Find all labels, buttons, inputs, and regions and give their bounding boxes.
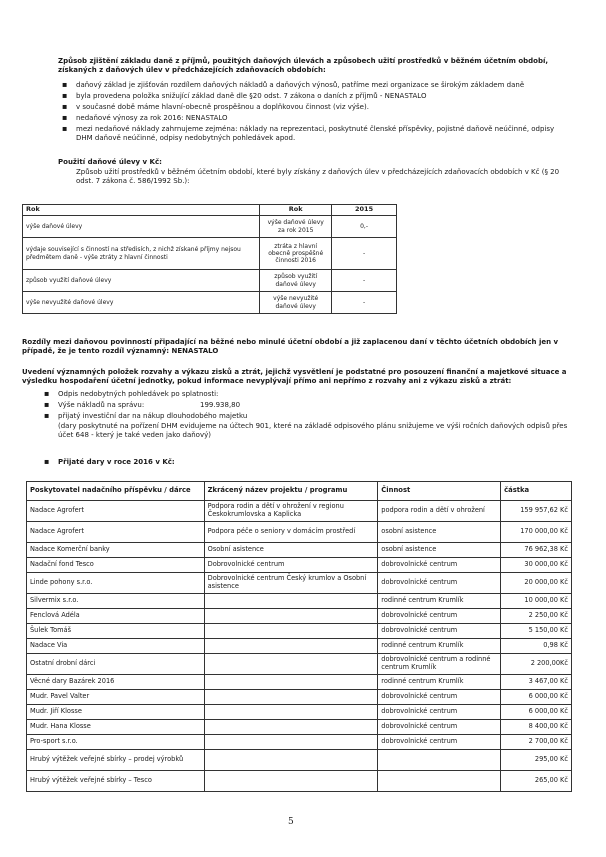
list-item-text: Odpis nedobytných pohledávek po splatnosti:: [58, 390, 219, 398]
table-cell: -: [332, 270, 397, 292]
significant-items-list: [40, 390, 560, 423]
donation-note: (dary poskytnuté na pořízení DHM evidujeme na účtech 901, které na základě odpisového plánu snižujeme ve výši ročních daňových odpisů přes účet 648 - který je také veden jako daňový): [58, 422, 568, 440]
table-cell: -: [332, 238, 397, 270]
list-item: [40, 401, 560, 410]
table-cell: Podpora péče o seniory v domácím prostředí: [204, 522, 378, 543]
significant-items-heading: Uvedení významných položek rozvahy a výkazu zisků a ztrát, jejichž vysvětlení je podstatné pro posouzení finanční a majetkové situace a výsledku hospodaření účetní jednotky, pokud informace nevyplývají přímo ani nepřímo z rozvahy ani z výkazu zisků a ztrát:: [22, 368, 567, 386]
table-cell: [204, 609, 378, 624]
table-cell: způsob využití daňové úlevy: [23, 270, 260, 292]
table-row: [27, 573, 572, 594]
table-cell: 170 000,00 Kč: [501, 522, 572, 543]
tax-base-heading: Způsob zjištění základu daně z příjmů, použitých daňových úlevách a způsobech užití prostředků v běžném účetním období, získaných z daňových úlev v předcházejících zdaňovacích obdobích:: [58, 57, 549, 75]
table-cell: 6 000,00 Kč: [501, 705, 572, 720]
table-cell: 0,-: [332, 216, 397, 238]
table-cell: dobrovolnické centrum: [378, 558, 501, 573]
table-cell: dobrovolnické centrum a rodinné centrum Krumlík: [378, 654, 501, 675]
list-item: ▪ nedaňové výnosy za rok 2016: NENASTALO: [58, 114, 556, 123]
table-row: [27, 720, 572, 735]
table-cell: [378, 750, 501, 771]
tax-base-list: [58, 81, 556, 145]
table-cell: dobrovolnické centrum: [378, 609, 501, 624]
table-cell: 2 250,00 Kč: [501, 609, 572, 624]
table-cell: dobrovolnické centrum: [378, 624, 501, 639]
tax-relief-table: [22, 204, 397, 314]
tax-relief-text: Způsob užití prostředků v běžném účetním období, které byly získány z daňových úlev v předcházejících zdaňovacích obdobích v Kč (§ 20 odst. 7 zákona č. 586/1992 Sb.):: [76, 168, 560, 186]
donations-heading-list: [40, 458, 340, 469]
table-row: [27, 750, 572, 771]
table-cell: Osobní asistence: [204, 543, 378, 558]
table-cell: dobrovolnické centrum: [378, 735, 501, 750]
table-row: [27, 624, 572, 639]
table-cell: Nadační fond Tesco: [27, 558, 205, 573]
table-cell: [204, 771, 378, 792]
table-cell: 3 467,00 Kč: [501, 675, 572, 690]
table-row: [27, 735, 572, 750]
table-cell: dobrovolnické centrum: [378, 573, 501, 594]
table-row: [23, 238, 397, 270]
table-cell: [204, 675, 378, 690]
table-cell: 6 000,00 Kč: [501, 690, 572, 705]
list-item: [40, 390, 560, 399]
table-cell: Mudr. Pavel Valter: [27, 690, 205, 705]
table-row: [27, 501, 572, 522]
table-cell: výše nevyužité daňové úlevy: [260, 292, 332, 314]
table-cell: Hrubý výtěžek veřejné sbírky – prodej výrobků: [27, 750, 205, 771]
table-row: [27, 654, 572, 675]
table-cell: Hrubý výtěžek veřejné sbírky – Tesco: [27, 771, 205, 792]
table-cell: 0,98 Kč: [501, 639, 572, 654]
table-header-row: [23, 205, 397, 216]
table-cell: dobrovolnické centrum: [378, 690, 501, 705]
table-cell: Nadace Agrofert: [27, 522, 205, 543]
table-cell: Dobrovolnické centrum Český krumlov a Osobní asistence: [204, 573, 378, 594]
table-cell: rodinné centrum Krumlík: [378, 594, 501, 609]
table-row: [23, 292, 397, 314]
table-row: [27, 639, 572, 654]
table-cell: [204, 690, 378, 705]
table-row: [27, 543, 572, 558]
table-row: [27, 558, 572, 573]
table-cell: Mudr. Jiří Klosse: [27, 705, 205, 720]
column-header: částka: [501, 482, 572, 501]
table-cell: výše daňové úlevy: [23, 216, 260, 238]
table-cell: Nadace Via: [27, 639, 205, 654]
table-row: [27, 609, 572, 624]
table-cell: Podpora rodin a dětí v ohrožení v regionu Českokrumlovska a Kaplicka: [204, 501, 378, 522]
table-row: [27, 675, 572, 690]
table-row: [23, 270, 397, 292]
column-header: Poskytovatel nadačního příspěvku / dárce: [27, 482, 205, 501]
table-cell: Ostatní drobní dárci: [27, 654, 205, 675]
table-cell: rodinné centrum Krumlík: [378, 675, 501, 690]
table-cell: [204, 594, 378, 609]
table-cell: výdaje související s činností na středisích, z nichž získané příjmy nejsou předmětem daně - výše ztráty z hlavní činnosti: [23, 238, 260, 270]
table-cell: [204, 654, 378, 675]
table-cell: -: [332, 292, 397, 314]
page-number: 5: [288, 817, 294, 827]
table-cell: podpora rodin a dětí v ohrožení: [378, 501, 501, 522]
column-header: 2015: [332, 205, 397, 216]
table-row: [27, 690, 572, 705]
table-cell: osobní asistence: [378, 522, 501, 543]
table-cell: dobrovolnické centrum: [378, 720, 501, 735]
list-item: ▪ daňový základ je zjišťován rozdílem daňových nákladů a daňových výnosů, patříme mezi organizace se širokým základem daně: [58, 81, 556, 90]
table-header-row: [27, 482, 572, 501]
list-item: [40, 412, 560, 421]
list-item: ▪ v současné době máme hlavní-obecně prospěšnou a doplňkovou činnost (viz výše).: [58, 103, 556, 112]
table-cell: [378, 771, 501, 792]
table-row: [27, 522, 572, 543]
table-cell: [204, 735, 378, 750]
table-cell: dobrovolnické centrum: [378, 705, 501, 720]
table-row: [27, 771, 572, 792]
table-cell: [204, 624, 378, 639]
table-cell: 265,00 Kč: [501, 771, 572, 792]
table-cell: Nadace Komerční banky: [27, 543, 205, 558]
column-header: Rok: [23, 205, 260, 216]
table-row: [27, 594, 572, 609]
admin-costs-value: 199.938,80: [200, 400, 241, 409]
column-header: Zkrácený název projektu / programu: [204, 482, 378, 501]
table-row: [27, 705, 572, 720]
list-item-text: Výše nákladů na správu:: [58, 400, 145, 409]
table-cell: 10 000,00 Kč: [501, 594, 572, 609]
donations-table: [26, 481, 572, 792]
table-cell: výše nevyužité daňové úlevy: [23, 292, 260, 314]
tax-difference-text: Rozdíly mezi daňovou povinností připadající na běžné nebo minulé účetní období a již zaplacenou daní v těchto účetních obdobích jen v případě, že je tento rozdíl významný: NENASTALO: [22, 338, 559, 356]
table-cell: Šulek Tomáš: [27, 624, 205, 639]
table-cell: 2 200,00Kč: [501, 654, 572, 675]
table-cell: [204, 705, 378, 720]
table-cell: 5 150,00 Kč: [501, 624, 572, 639]
tax-relief-heading: Použití daňové úlevy v Kč:: [58, 158, 162, 166]
column-header: Rok: [260, 205, 332, 216]
table-cell: 30 000,00 Kč: [501, 558, 572, 573]
table-cell: osobní asistence: [378, 543, 501, 558]
table-cell: Mudr. Hana Klosse: [27, 720, 205, 735]
list-item: ▪ byla provedena položka snižující základ daně dle §20 odst. 7 zákona o daních z příjmů - NENASTALO: [58, 92, 556, 101]
table-cell: 20 000,00 Kč: [501, 573, 572, 594]
table-cell: 159 957,62 Kč: [501, 501, 572, 522]
table-cell: Dobrovolnické centrum: [204, 558, 378, 573]
table-cell: Fenclová Adéla: [27, 609, 205, 624]
table-cell: výše daňové úlevy za rok 2015: [260, 216, 332, 238]
table-cell: způsob využití daňové úlevy: [260, 270, 332, 292]
table-cell: 2 700,00 Kč: [501, 735, 572, 750]
table-cell: Nadace Agrofert: [27, 501, 205, 522]
table-cell: [204, 639, 378, 654]
donations-heading: ▪ Přijaté dary v roce 2016 v Kč:: [40, 458, 340, 467]
table-cell: Pro-sport s.r.o.: [27, 735, 205, 750]
table-cell: [204, 720, 378, 735]
list-item-text: přijatý investiční dar na nákup dlouhodobého majetku: [58, 411, 248, 420]
table-cell: Silvermix s.r.o.: [27, 594, 205, 609]
list-item: ▪ mezi nedaňové náklady zahrnujeme zejména: náklady na reprezentaci, poskytnuté členské příspěvky, pojistné daňově neúčinné, odpisy DHM daňově neúčinné, odpisy nedobytných pohledávek apod.: [58, 125, 556, 144]
table-cell: Věcné dary Bazárek 2016: [27, 675, 205, 690]
table-cell: 8 400,00 Kč: [501, 720, 572, 735]
table-row: [23, 216, 397, 238]
table-cell: ztráta z hlavní obecně prospěšné činnosti 2016: [260, 238, 332, 270]
table-cell: 76 962,38 Kč: [501, 543, 572, 558]
table-cell: [204, 750, 378, 771]
table-cell: rodinné centrum Krumlík: [378, 639, 501, 654]
table-cell: Linde pohony s.r.o.: [27, 573, 205, 594]
column-header: Činnost: [378, 482, 501, 501]
table-cell: 295,00 Kč: [501, 750, 572, 771]
